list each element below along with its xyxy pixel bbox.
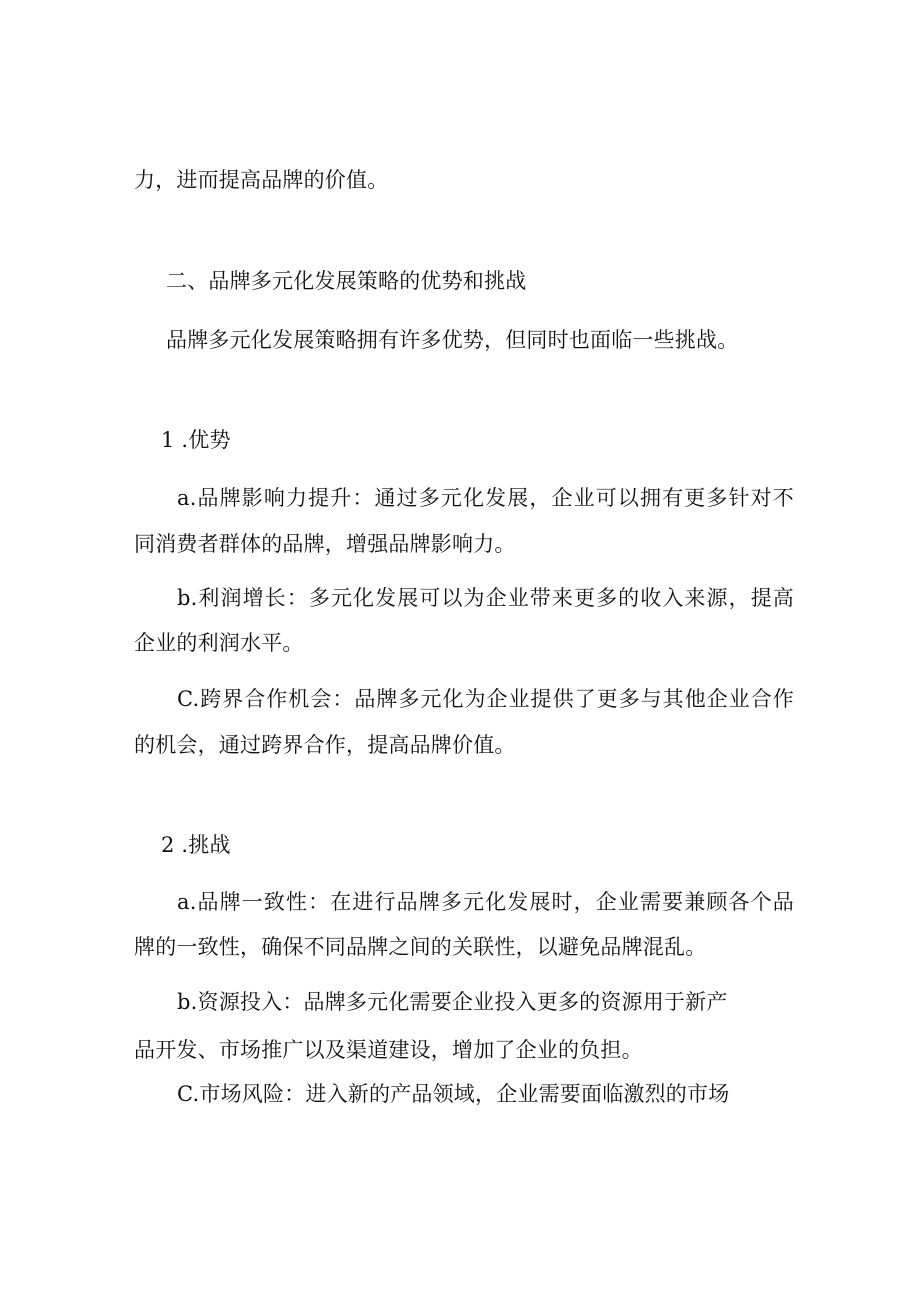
section-heading: 二、品牌多元化发展策略的优势和挑战	[166, 269, 527, 293]
subsection-heading: 1 .优势	[161, 428, 231, 452]
subsection-heading: 2 .挑战	[161, 833, 231, 857]
paragraph-line: C.跨界合作机会：品牌多元化为企业提供了更多与其他企业合作	[177, 687, 794, 711]
paragraph-line: 品牌多元化发展策略拥有许多优势，但同时也面临一些挑战。	[166, 328, 739, 352]
paragraph-line: b.资源投入：品牌多元化需要企业投入更多的资源用于新产	[177, 990, 728, 1014]
paragraph-line: a.品牌影响力提升：通过多元化发展，企业可以拥有更多针对不	[177, 486, 794, 510]
paragraph-line: 同消费者群体的品牌，增强品牌影响力。	[134, 532, 516, 556]
paragraph-line: b.利润增长：多元化发展可以为企业带来更多的收入来源，提高	[177, 586, 794, 610]
paragraph-line: 牌的一致性，确保不同品牌之间的关联性，以避免品牌混乱。	[134, 935, 707, 959]
paragraph-line: 的机会，通过跨界合作，提高品牌价值。	[134, 733, 516, 757]
paragraph-line: C.市场风险：进入新的产品领域，企业需要面临激烈的市场	[177, 1082, 730, 1106]
paragraph-line: a.品牌一致性：在进行品牌多元化发展时，企业需要兼顾各个品	[177, 890, 794, 914]
paragraph-line: 力，进而提高品牌的价值。	[134, 168, 389, 192]
paragraph-line: 品开发、市场推广以及渠道建设，增加了企业的负担。	[134, 1038, 643, 1062]
paragraph-line: 企业的利润水平。	[134, 631, 304, 655]
